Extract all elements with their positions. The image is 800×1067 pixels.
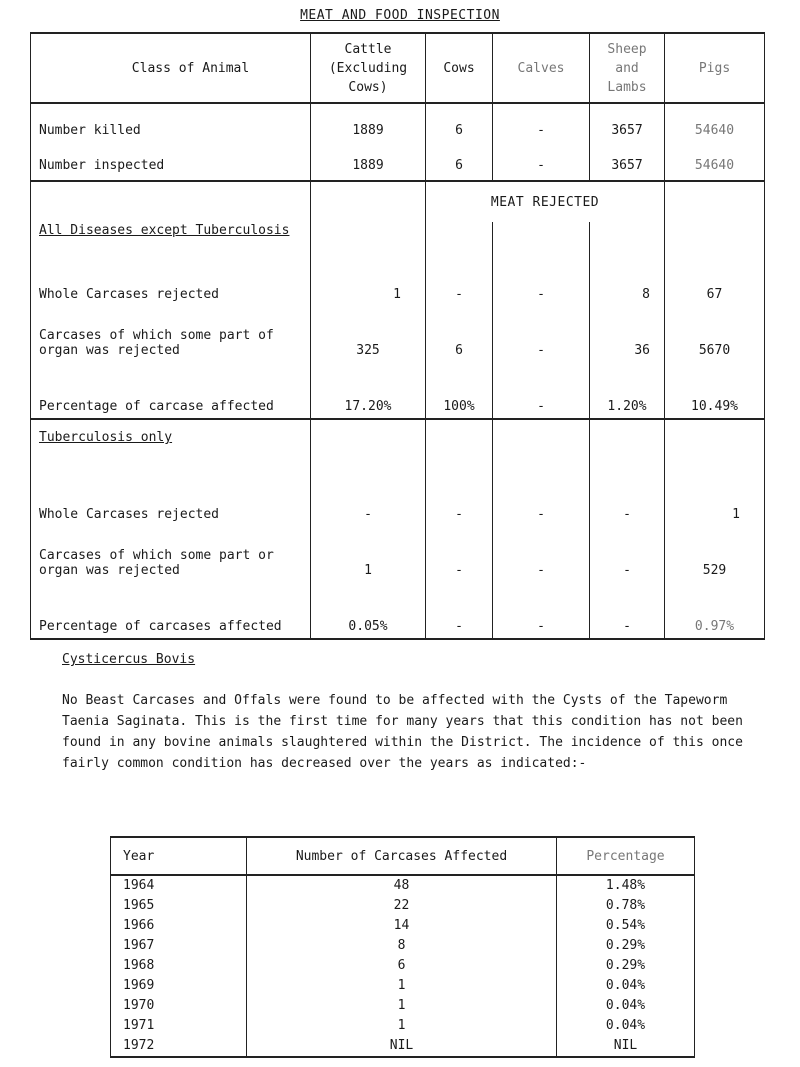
col-header-pigs: Pigs xyxy=(665,33,765,103)
cell: 1967 xyxy=(111,936,247,956)
cell: 1965 xyxy=(111,896,247,916)
cell: - xyxy=(493,582,590,639)
col-header-sheep: Sheep and Lambs xyxy=(590,33,665,103)
cell: 1964 xyxy=(111,875,247,896)
cell: 1889 xyxy=(311,150,426,181)
cell: - xyxy=(493,250,590,306)
table-row xyxy=(31,103,765,150)
cell: NIL xyxy=(557,1036,695,1057)
section-heading-row xyxy=(31,222,765,250)
cell: 1 xyxy=(311,250,426,306)
cell: 1972 xyxy=(111,1036,247,1057)
cysticercus-years-table xyxy=(110,836,695,1058)
page-title: MEAT AND FOOD INSPECTION xyxy=(300,8,500,23)
row-label: Whole Carcases rejected xyxy=(31,250,311,306)
cell: 54640 xyxy=(665,103,765,150)
cell: 8 xyxy=(247,936,557,956)
cell: 0.04% xyxy=(557,976,695,996)
meat-rejected-row xyxy=(31,181,765,222)
cell: - xyxy=(493,150,590,181)
cell: - xyxy=(426,582,493,639)
cell: 0.97% xyxy=(665,582,765,639)
col-header-calves: Calves xyxy=(493,33,590,103)
header-row xyxy=(31,33,765,103)
cysticercus-paragraph: No Beast Carcases and Offals were found to be affected with the Cysts of the Tapeworm Taenia Saginata. This is the first time for many years that this condition has not been found in any bovine animals slaughtered within the District. The incidence of this once fairly common condition has decreased over the years as indicated:- xyxy=(62,693,743,771)
section-heading-cysticercus: Cysticercus Bovis xyxy=(62,652,196,667)
table-row xyxy=(31,250,765,306)
table-row xyxy=(31,150,765,181)
cell: 1889 xyxy=(311,103,426,150)
section-heading-tuberculosis: Tuberculosis only xyxy=(31,419,311,470)
cell: 0.29% xyxy=(557,936,695,956)
cell: 6 xyxy=(247,956,557,976)
table-row xyxy=(111,875,695,896)
cell: 6 xyxy=(426,103,493,150)
table-row xyxy=(111,976,695,996)
row-label: Carcases of which some part of organ was rejected xyxy=(31,306,311,362)
cell: - xyxy=(493,103,590,150)
cell: 8 xyxy=(590,250,665,306)
col-header-cattle: Cattle (Excluding Cows) xyxy=(311,33,426,103)
inspection-table xyxy=(30,32,765,640)
cell: - xyxy=(426,250,493,306)
cell: - xyxy=(426,526,493,582)
col-header-percentage: Percentage xyxy=(557,837,695,875)
table-row xyxy=(31,582,765,639)
col-header-year: Year xyxy=(111,837,247,875)
cell: 1966 xyxy=(111,916,247,936)
cell: 0.05% xyxy=(311,582,426,639)
cell: - xyxy=(493,362,590,419)
cell: - xyxy=(426,470,493,526)
cell: 6 xyxy=(426,306,493,362)
cell: 1 xyxy=(247,976,557,996)
row-label: Number killed xyxy=(31,103,311,150)
table-row xyxy=(111,996,695,1016)
years-body xyxy=(111,875,695,1057)
cell: - xyxy=(493,526,590,582)
header-row xyxy=(111,837,695,875)
cell: 36 xyxy=(590,306,665,362)
cell: 67 xyxy=(665,250,765,306)
col-header-number: Number of Carcases Affected xyxy=(247,837,557,875)
cell: NIL xyxy=(247,1036,557,1057)
row-label: Number inspected xyxy=(31,150,311,181)
section-heading-row xyxy=(31,419,765,470)
cell: 1 xyxy=(665,470,765,526)
meat-rejected-heading: MEAT REJECTED xyxy=(426,181,665,222)
cell: 0.04% xyxy=(557,996,695,1016)
row-label: Carcases of which some part or organ was rejected xyxy=(31,526,311,582)
cell: - xyxy=(590,470,665,526)
cell: 1 xyxy=(247,996,557,1016)
cell: 1 xyxy=(247,1016,557,1036)
cell: 3657 xyxy=(590,150,665,181)
cell: 1 xyxy=(311,526,426,582)
col-header-cows: Cows xyxy=(426,33,493,103)
row-label: Percentage of carcase affected xyxy=(31,362,311,419)
cell: 1.20% xyxy=(590,362,665,419)
cell: 1970 xyxy=(111,996,247,1016)
cell: 1968 xyxy=(111,956,247,976)
table-row xyxy=(31,526,765,582)
cell: 14 xyxy=(247,916,557,936)
cell: 3657 xyxy=(590,103,665,150)
cell: - xyxy=(493,306,590,362)
table-row xyxy=(111,1036,695,1057)
cell: - xyxy=(590,526,665,582)
table-row xyxy=(111,916,695,936)
cell: 1971 xyxy=(111,1016,247,1036)
table-row xyxy=(111,896,695,916)
cell: 5670 xyxy=(665,306,765,362)
row-label: Whole Carcases rejected xyxy=(31,470,311,526)
col-header-class: Class of Animal xyxy=(31,33,311,103)
table-row xyxy=(111,1016,695,1036)
cell: 48 xyxy=(247,875,557,896)
cell: 6 xyxy=(426,150,493,181)
cell: 529 xyxy=(665,526,765,582)
cell: 325 xyxy=(311,306,426,362)
cell: - xyxy=(311,470,426,526)
cell: 0.04% xyxy=(557,1016,695,1036)
table-row xyxy=(31,306,765,362)
cell: 10.49% xyxy=(665,362,765,419)
cell: 0.78% xyxy=(557,896,695,916)
table-row xyxy=(111,936,695,956)
cell: - xyxy=(590,582,665,639)
cell: 1.48% xyxy=(557,875,695,896)
table-row xyxy=(111,956,695,976)
cell: 1969 xyxy=(111,976,247,996)
cell: 17.20% xyxy=(311,362,426,419)
cell: 22 xyxy=(247,896,557,916)
cell: 100% xyxy=(426,362,493,419)
cell: 0.54% xyxy=(557,916,695,936)
cell: - xyxy=(493,470,590,526)
table-row xyxy=(31,470,765,526)
section-heading-all-diseases: All Diseases except Tuberculosis xyxy=(31,222,311,250)
cell: 54640 xyxy=(665,150,765,181)
row-label: Percentage of carcases affected xyxy=(31,582,311,639)
cell: 0.29% xyxy=(557,956,695,976)
table-row xyxy=(31,362,765,419)
